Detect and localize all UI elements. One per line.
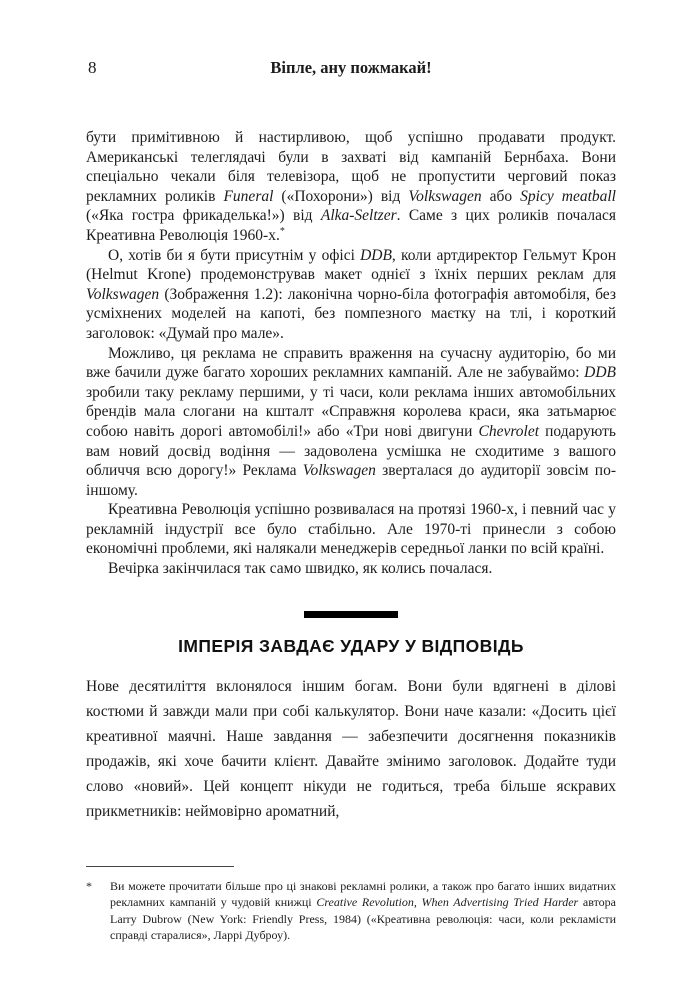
text-segment: або: [481, 187, 521, 205]
italic-text: Creative Revolution, When Advertising Tried Harder: [316, 895, 579, 910]
section-heading: ІМПЕРІЯ ЗАВДАЄ УДАРУ У ВІДПОВІДЬ: [178, 635, 524, 656]
text-segment: Нове десятиліття вклонялося іншим богам. Вони були вдягнені в ділові костюми й завжди мали при собі калькулятор. Вони наче казали: «Досить цієї креативної маячні. Наше завдання — забезпечити досягнення показників продажів, які хоче бачити клієнт. Давайте змінимо заголовок. Додайте туди слово «новий». Цей концепт нікуди не годиться, треба більше яскравих прикметників: неймовірно ароматний,: [86, 677, 616, 820]
page-number: 8: [88, 58, 97, 77]
section-paragraphs: [86, 674, 616, 824]
section-heading-bar: [304, 611, 398, 618]
footnote-rule: [86, 866, 234, 867]
italic-text: Volkswagen: [408, 187, 482, 205]
text-segment: Можливо, ця реклама не справить враження на сучасну аудиторію, бо ми вже бачили дуже багато хороших рекламних кампаній. Але не забуваймо:: [86, 344, 616, 382]
paragraph: [86, 500, 616, 559]
text-segment: . Саме з цих роликів почалася Креативна Революція 1960-х.: [86, 207, 616, 244]
text-segment: бути примітивною й настирливою, щоб успішно продавати продукт. Американські телеглядачі були в захваті від кампаній Бернбаха. Вони спеціально чекали біля телевізора, щоб не пропустити черговий показ рекламних роликів: [86, 129, 616, 205]
italic-text: DDB: [360, 246, 392, 264]
italic-text: Alka-Seltzer: [320, 207, 397, 225]
text-segment: («Похорони») від: [273, 187, 409, 205]
text-segment: , коли артдиректор Гельмут Крон (Helmut Krone) продемонстрував макет однієї з їхніх перших реклам для: [86, 246, 616, 284]
text-segment: Вечірка закінчилася так само швидко, як колись почалася.: [108, 560, 493, 578]
paragraph: [86, 344, 616, 501]
text-segment: автора Larry Dubrow (New York: Friendly Press, 1984) («Креативна революція: часи, коли рекламісти справді старалися», Ларрі Дуброу).: [110, 895, 616, 943]
footnote-row: [86, 878, 616, 944]
italic-text: Spicy meatball: [520, 187, 616, 205]
italic-text: Volkswagen: [302, 462, 376, 480]
italic-text: DDB: [584, 364, 616, 382]
text-segment: (Зображення 1.2): лаконічна чорно-біла фотографія автомобіля, без усміхнених моделей на капоті, без помпезного маєтку на тлі, і короткий заголовок: «Думай про мале».: [86, 285, 616, 342]
text-segment: Ви можете прочитати більше про ці знакові рекламні ролики, а також про багато інших видатних рекламних кампаній у чудовій книжці: [110, 879, 616, 910]
footnote-marker: *: [86, 879, 92, 893]
page-header: [86, 58, 616, 80]
footnote-ref: *: [279, 225, 285, 237]
footnote: [86, 866, 616, 944]
text-segment: подарують вам новий досвід водіння — задоволена усмішка не сходитиме з вашого обличчя всю дорогу!» Реклама: [86, 422, 616, 480]
paragraph: [86, 246, 616, 344]
text-segment: О, хотів би я бути присутнім у офісі: [108, 246, 361, 264]
text-segment: зверталася до аудиторії зовсім по-іншому.: [86, 462, 616, 499]
italic-text: Funeral: [223, 187, 274, 205]
section-heading-block: [86, 611, 616, 657]
paragraph: [86, 559, 616, 579]
footnote-text: [110, 878, 616, 944]
italic-text: Volkswagen: [86, 285, 160, 303]
body-paragraphs: [86, 128, 616, 579]
running-title: Віпле, ану пожмакай!: [270, 58, 432, 77]
paragraph: [86, 128, 616, 246]
text-segment: («Яка гостра фрикаделька!») від: [86, 207, 321, 225]
paragraph: [86, 674, 616, 824]
text-segment: зробили таку рекламу першими, у ті часи, коли реклама інших автомобільних брендів мала слогани на кшталт «Справжня королева краси, яка затьмарює собою навіть дорогі автомобілі!» або «Три нові двигуни: [86, 383, 616, 440]
italic-text: Chevrolet: [478, 422, 540, 440]
text-segment: Креативна Революція успішно розвивалася на протязі 1960-х, і певний час у рекламній індустрії все було стабільно. Але 1970-ті принесли з собою економічні проблеми, які налякали менеджерів середньої ланки по всій країні.: [86, 501, 616, 558]
